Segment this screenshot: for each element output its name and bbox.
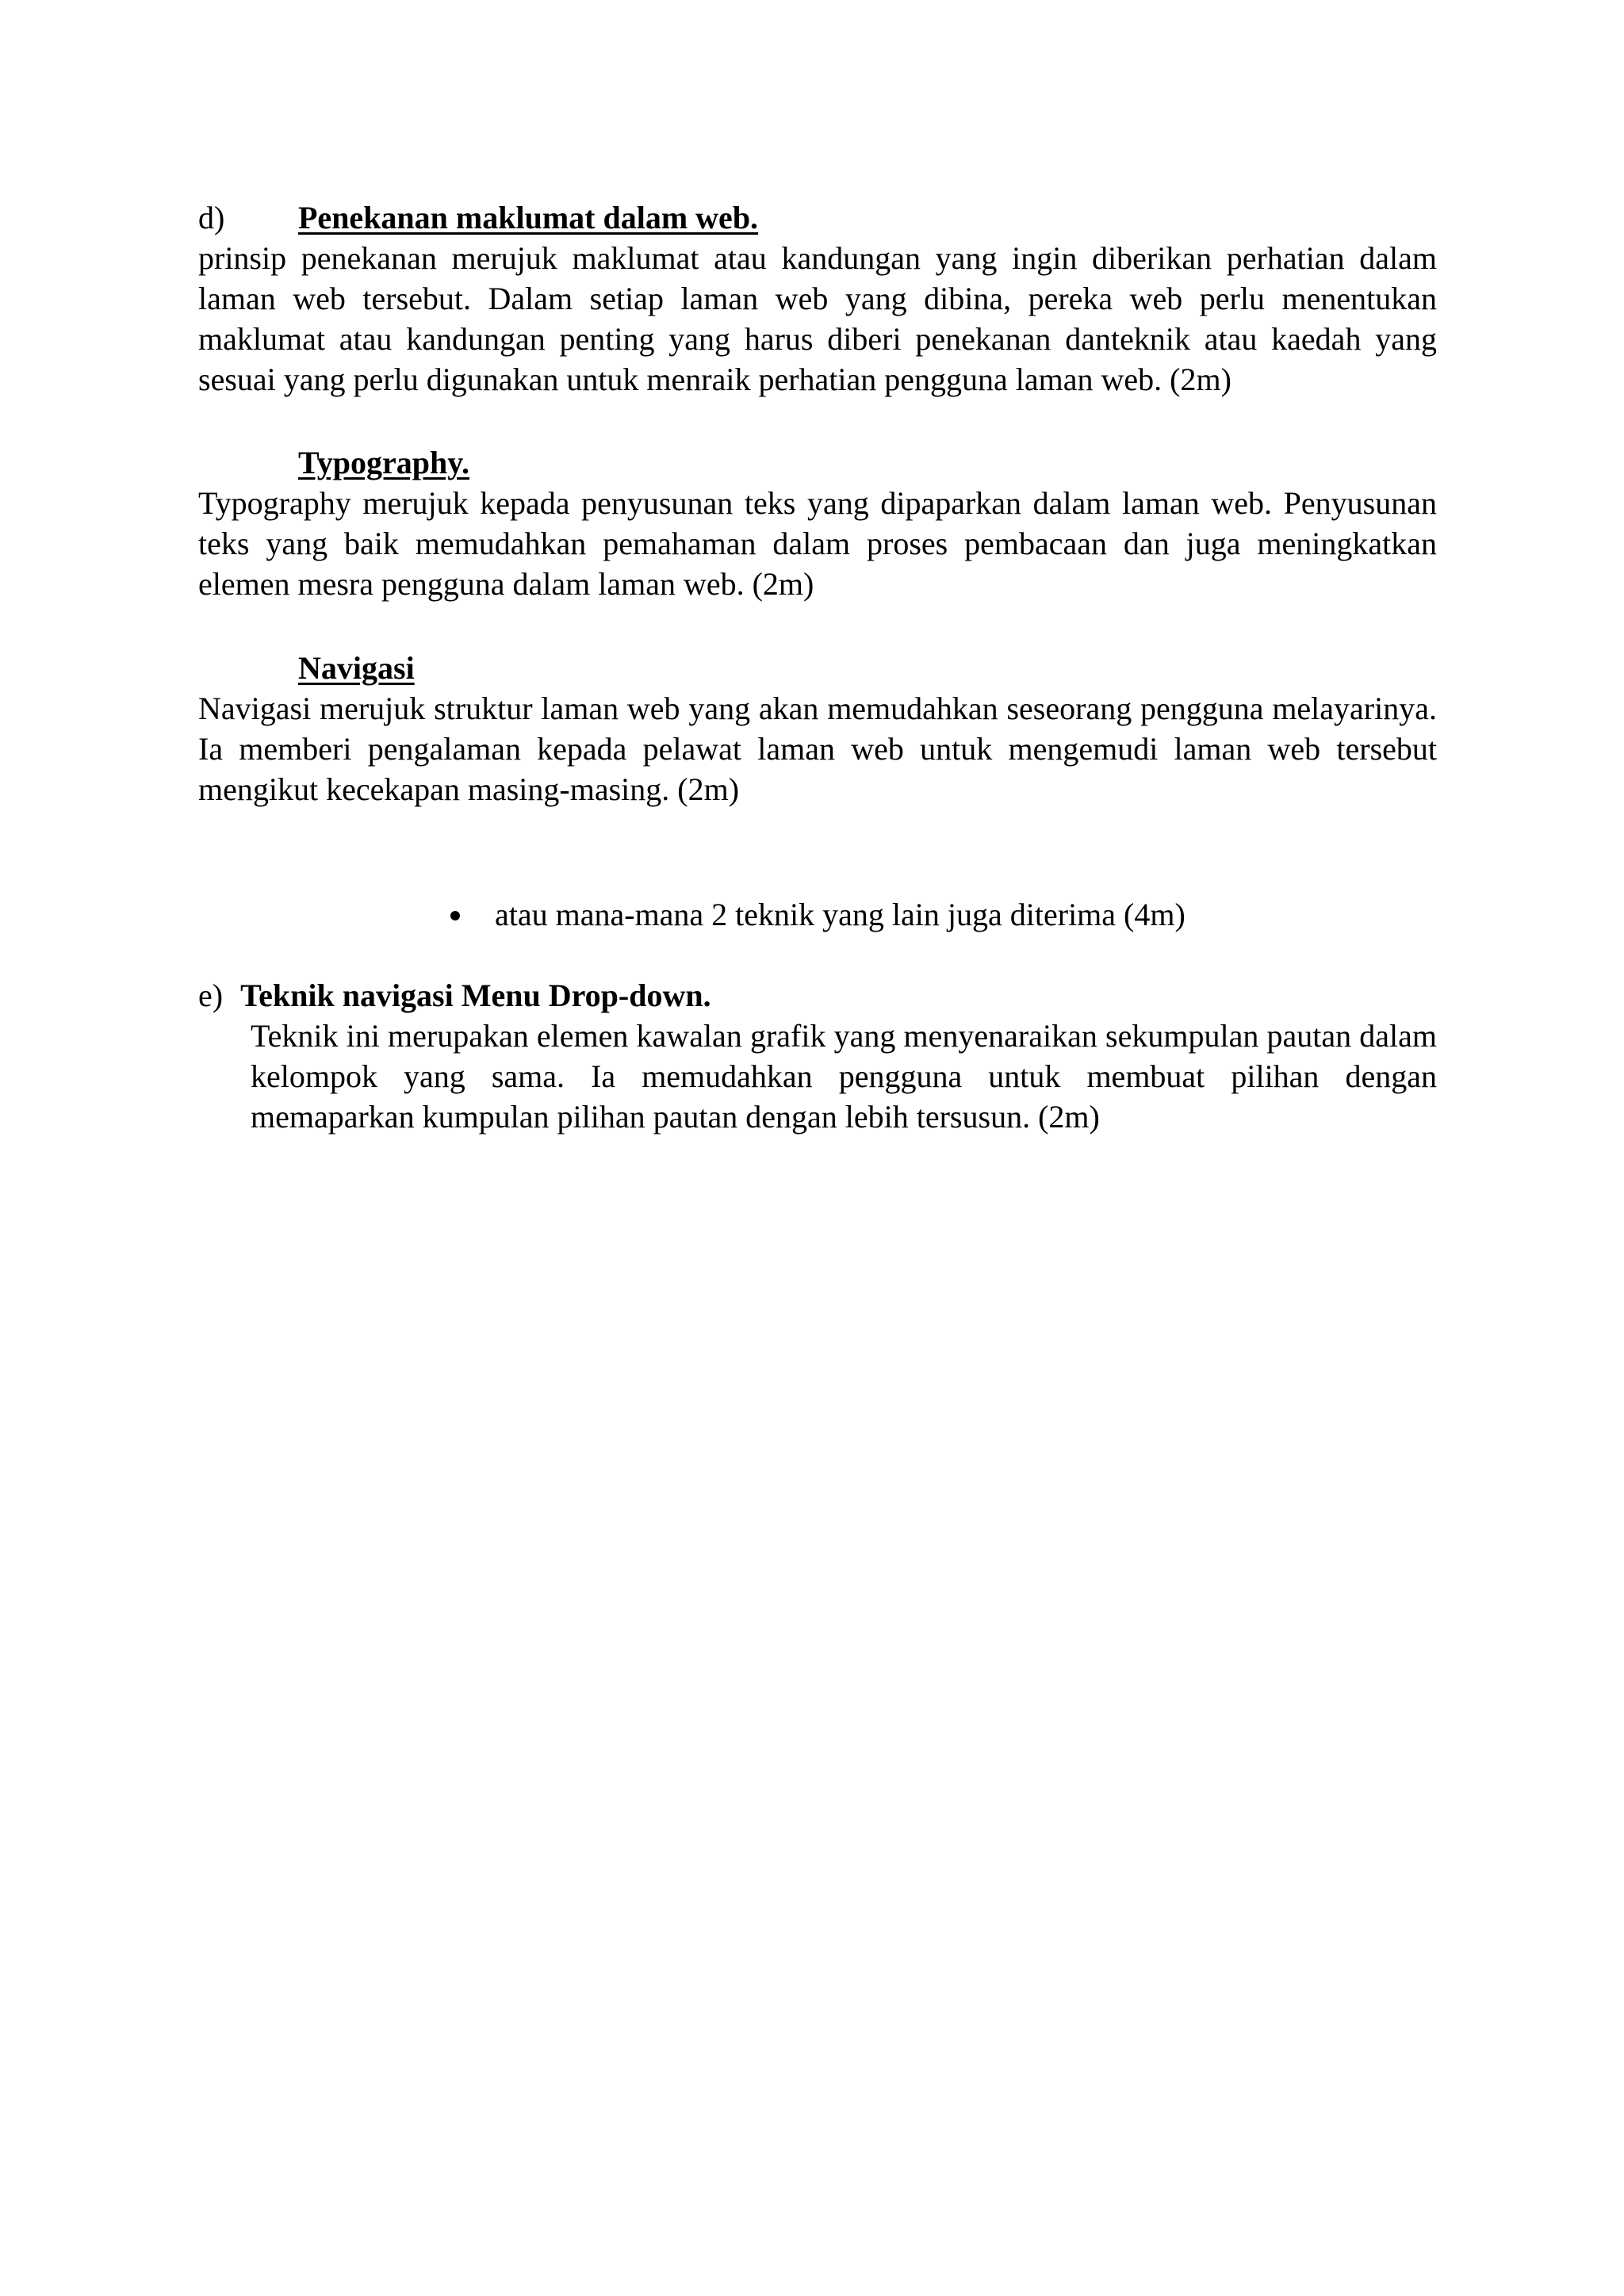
navigasi-heading-row: [298, 648, 415, 688]
section-e-heading-row: [198, 975, 711, 1016]
section-e-marker: e): [198, 978, 224, 1013]
section-d-body: prinsip penekanan merujuk maklumat atau kandungan yang ingin diberikan perhatian dalam laman web tersebut. Dalam setiap laman web yang dibina, pereka web perlu menentukan maklumat atau kandungan penting yang harus diberi penekanan danteknik atau kaedah yang sesuai yang perlu digunakan untuk menraik perhatian pengguna laman web. (2m): [198, 240, 1437, 397]
navigasi-heading: Navigasi: [298, 650, 415, 686]
navigasi-body: Navigasi merujuk struktur laman web yang akan memudahkan seseorang pengguna melayarinya. Ia memberi pengalaman kepada pelawat laman web untuk mengemudi laman web tersebut mengikut kecekapan masing-masing. (2m): [198, 691, 1437, 807]
typography-heading-row: [298, 442, 469, 483]
typography-body: Typography merujuk kepada penyusunan teks yang dipaparkan dalam laman web. Penyusunan teks yang baik memudahkan pemahaman dalam proses pembacaan dan juga meningkatkan elemen mesra pengguna dalam laman web. (2m): [198, 485, 1437, 602]
bullet-icon: [450, 911, 460, 920]
section-d-marker: d): [198, 200, 225, 235]
section-d-heading: Penekanan maklumat dalam web.: [298, 200, 759, 235]
bullet-note-text: atau mana-mana 2 teknik yang lain juga diterima (4m): [495, 897, 1185, 932]
typography-heading: Typography.: [298, 445, 469, 480]
section-e-body: Teknik ini merupakan elemen kawalan grafik yang menyenaraikan sekumpulan pautan dalam kelompok yang sama. Ia memudahkan pengguna untuk membuat pilihan dengan memaparkan kumpulan pilihan pautan dengan lebih tersusun. (2m): [251, 1018, 1437, 1135]
section-e-heading: Teknik navigasi Menu Drop-down.: [240, 978, 711, 1013]
